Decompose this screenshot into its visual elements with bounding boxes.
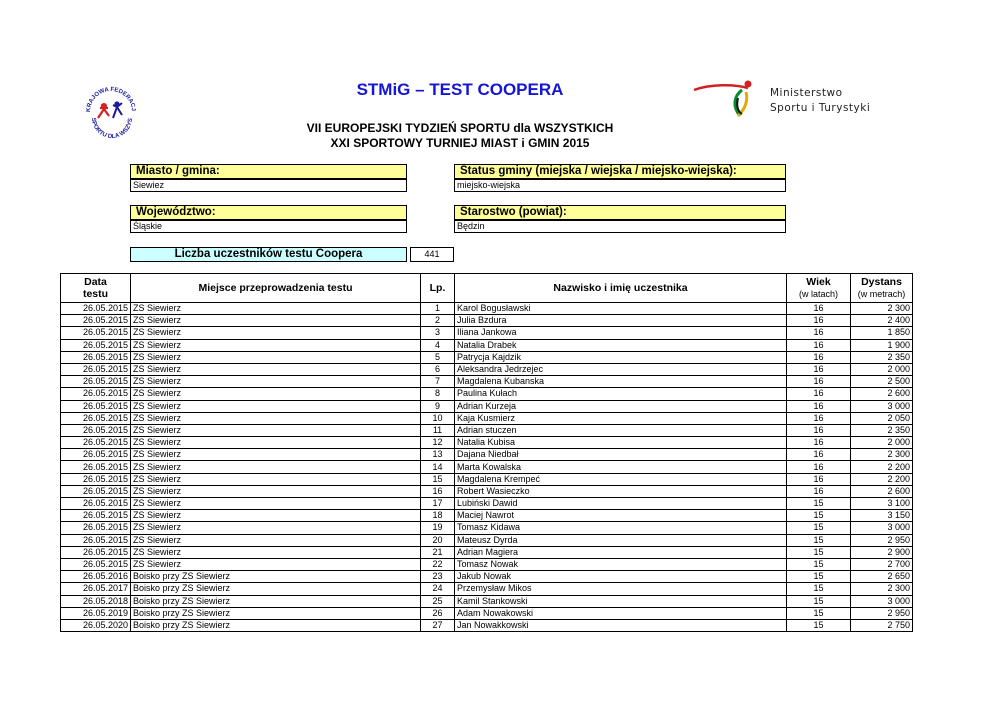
cell-age[interactable]: 16 xyxy=(787,449,851,461)
table-row xyxy=(61,424,913,436)
col-header-date: Data testu xyxy=(61,274,131,303)
cell-name[interactable]: Dajana Niedbał xyxy=(455,449,787,461)
table-row xyxy=(61,400,913,412)
ministry-line-2: Sportu i Turystyki xyxy=(770,102,871,114)
col-header-place: Miejsce przeprowadzenia testu xyxy=(131,274,421,303)
cell-age[interactable]: 15 xyxy=(787,619,851,631)
cell-distance[interactable]: 2 000 xyxy=(851,437,913,449)
table-row xyxy=(61,461,913,473)
cell-lp[interactable]: 13 xyxy=(421,449,455,461)
cell-distance[interactable]: 2 900 xyxy=(851,546,913,558)
cell-place[interactable]: ZS Siewierz xyxy=(131,546,421,558)
city-field[interactable]: Siewiez xyxy=(130,179,407,192)
cell-lp[interactable]: 12 xyxy=(421,437,455,449)
cell-date[interactable]: 26.05.2015 xyxy=(61,412,131,424)
cell-date[interactable]: 26.05.2015 xyxy=(61,498,131,510)
cell-lp[interactable]: 16 xyxy=(421,485,455,497)
subtitle-1: VII EUROPEJSKI TYDZIEŃ SPORTU dla WSZYSTKICH xyxy=(306,121,614,135)
cell-lp[interactable]: 25 xyxy=(421,595,455,607)
cell-date[interactable]: 26.05.2020 xyxy=(61,619,131,631)
cell-distance[interactable]: 3 000 xyxy=(851,522,913,534)
table-row xyxy=(61,558,913,570)
cell-distance[interactable]: 3 000 xyxy=(851,400,913,412)
subtitle-2: XXI SPORTOWY TURNIEJ MIAST i GMIN 2015 xyxy=(330,136,590,150)
cell-place[interactable]: Boisko przy ZS Siewierz xyxy=(131,571,421,583)
cell-distance[interactable]: 2 050 xyxy=(851,412,913,424)
cell-date[interactable]: 26.05.2015 xyxy=(61,339,131,351)
cell-place[interactable]: ZS Siewierz xyxy=(131,510,421,522)
cell-place[interactable]: ZS Siewierz xyxy=(131,534,421,546)
cell-place[interactable]: ZS Siewierz xyxy=(131,437,421,449)
cell-age[interactable]: 15 xyxy=(787,558,851,570)
cell-age[interactable]: 16 xyxy=(787,339,851,351)
cell-lp[interactable]: 8 xyxy=(421,388,455,400)
table-row xyxy=(61,485,913,497)
cell-age[interactable]: 16 xyxy=(787,424,851,436)
voivodeship-field[interactable]: Śląskie xyxy=(130,220,407,233)
voivodeship-label: Województwo: xyxy=(130,205,407,220)
cell-date[interactable]: 26.05.2015 xyxy=(61,546,131,558)
cell-date[interactable]: 26.05.2015 xyxy=(61,522,131,534)
table-row xyxy=(61,546,913,558)
table-row xyxy=(61,351,913,363)
cell-date[interactable]: 26.05.2015 xyxy=(61,315,131,327)
cell-lp[interactable]: 2 xyxy=(421,315,455,327)
cell-distance[interactable]: 2 300 xyxy=(851,583,913,595)
cell-name[interactable]: Magdalena Kubanska xyxy=(455,376,787,388)
cell-name[interactable]: Jan Nowakkowski xyxy=(455,619,787,631)
cell-name[interactable]: Natalia Kubisa xyxy=(455,437,787,449)
cell-lp[interactable]: 1 xyxy=(421,303,455,315)
cell-distance[interactable]: 2 500 xyxy=(851,376,913,388)
participants-count-field[interactable]: 441 xyxy=(410,247,454,262)
cell-age[interactable]: 15 xyxy=(787,546,851,558)
cell-name[interactable]: Jakub Nowak xyxy=(455,571,787,583)
county-label: Starostwo (powiat): xyxy=(454,205,786,220)
cell-date[interactable]: 26.05.2015 xyxy=(61,303,131,315)
cell-age[interactable]: 15 xyxy=(787,498,851,510)
cell-age[interactable]: 15 xyxy=(787,595,851,607)
cell-lp[interactable]: 18 xyxy=(421,510,455,522)
cell-distance[interactable]: 1 900 xyxy=(851,339,913,351)
cell-lp[interactable]: 9 xyxy=(421,400,455,412)
cell-distance[interactable]: 3 000 xyxy=(851,595,913,607)
cell-place[interactable]: Boisko przy ZS Siewierz xyxy=(131,595,421,607)
cell-lp[interactable]: 14 xyxy=(421,461,455,473)
cell-name[interactable]: Mateusz Dyrda xyxy=(455,534,787,546)
cell-date[interactable]: 26.05.2015 xyxy=(61,351,131,363)
cell-date[interactable]: 26.05.2015 xyxy=(61,363,131,375)
cell-age[interactable]: 16 xyxy=(787,437,851,449)
cell-name[interactable]: Marta Kowalska xyxy=(455,461,787,473)
cell-distance[interactable]: 3 100 xyxy=(851,498,913,510)
cell-name[interactable]: Tomasz Kidawa xyxy=(455,522,787,534)
cell-name[interactable]: Adrian Kurzeja xyxy=(455,400,787,412)
cell-date[interactable]: 26.05.2015 xyxy=(61,424,131,436)
cell-place[interactable]: ZS Siewierz xyxy=(131,363,421,375)
table-row xyxy=(61,583,913,595)
table-row xyxy=(61,327,913,339)
cell-age[interactable]: 16 xyxy=(787,473,851,485)
cell-name[interactable]: Paulina Kułach xyxy=(455,388,787,400)
table-row xyxy=(61,473,913,485)
cell-age[interactable]: 16 xyxy=(787,315,851,327)
cell-place[interactable]: ZS Siewierz xyxy=(131,412,421,424)
table-row xyxy=(61,534,913,546)
cell-age[interactable]: 15 xyxy=(787,571,851,583)
cell-date[interactable]: 26.05.2019 xyxy=(61,607,131,619)
col-header-name: Nazwisko i imię uczestnika xyxy=(455,274,787,303)
cell-date[interactable]: 26.05.2015 xyxy=(61,485,131,497)
cell-place[interactable]: ZS Siewierz xyxy=(131,327,421,339)
cell-age[interactable]: 16 xyxy=(787,376,851,388)
table-row xyxy=(61,412,913,424)
cell-name[interactable]: Przemysław Mikos xyxy=(455,583,787,595)
cell-distance[interactable]: 2 350 xyxy=(851,424,913,436)
cell-name[interactable]: Karol Bogusławski xyxy=(455,303,787,315)
cell-date[interactable]: 26.05.2015 xyxy=(61,327,131,339)
cell-lp[interactable]: 19 xyxy=(421,522,455,534)
cell-date[interactable]: 26.05.2015 xyxy=(61,400,131,412)
cell-name[interactable]: Patrycja Kajdzik xyxy=(455,351,787,363)
cell-place[interactable]: ZS Siewierz xyxy=(131,522,421,534)
table-row xyxy=(61,303,913,315)
cell-distance[interactable]: 1 850 xyxy=(851,327,913,339)
cell-place[interactable]: ZS Siewierz xyxy=(131,498,421,510)
status-label: Status gminy (miejska / wiejska / miejsko-wiejska): xyxy=(454,164,786,179)
cell-lp[interactable]: 6 xyxy=(421,363,455,375)
cell-distance[interactable]: 2 950 xyxy=(851,534,913,546)
cell-date[interactable]: 26.05.2016 xyxy=(61,571,131,583)
cell-lp[interactable]: 22 xyxy=(421,558,455,570)
cell-place[interactable]: ZS Siewierz xyxy=(131,315,421,327)
cell-name[interactable]: Natalia Drabek xyxy=(455,339,787,351)
cell-lp[interactable]: 15 xyxy=(421,473,455,485)
cell-name[interactable]: Adrian stuczen xyxy=(455,424,787,436)
cell-place[interactable]: ZS Siewierz xyxy=(131,461,421,473)
cell-age[interactable]: 15 xyxy=(787,583,851,595)
cell-age[interactable]: 15 xyxy=(787,522,851,534)
cell-age[interactable]: 16 xyxy=(787,303,851,315)
cell-date[interactable]: 26.05.2015 xyxy=(61,461,131,473)
cell-name[interactable]: Kamil Stankowski xyxy=(455,595,787,607)
cell-lp[interactable]: 5 xyxy=(421,351,455,363)
cell-date[interactable]: 26.05.2015 xyxy=(61,388,131,400)
cell-place[interactable]: ZS Siewierz xyxy=(131,339,421,351)
cell-age[interactable]: 16 xyxy=(787,461,851,473)
cell-age[interactable]: 16 xyxy=(787,485,851,497)
cell-name[interactable]: Adam Nowakowski xyxy=(455,607,787,619)
cell-lp[interactable]: 4 xyxy=(421,339,455,351)
table-header-row xyxy=(61,274,913,303)
cell-date[interactable]: 26.05.2018 xyxy=(61,595,131,607)
table-row xyxy=(61,607,913,619)
cell-place[interactable]: Boisko przy ZS Siewierz xyxy=(131,607,421,619)
cell-name[interactable]: Maciej Nawrot xyxy=(455,510,787,522)
cell-name[interactable]: Kaja Kusmierz xyxy=(455,412,787,424)
cell-place[interactable]: Boisko przy ZS Siewierz xyxy=(131,619,421,631)
cell-age[interactable]: 16 xyxy=(787,363,851,375)
table-row xyxy=(61,437,913,449)
cell-date[interactable]: 26.05.2017 xyxy=(61,583,131,595)
cell-distance[interactable]: 3 150 xyxy=(851,510,913,522)
table-row xyxy=(61,376,913,388)
table-row xyxy=(61,363,913,375)
svg-text:KRAJOWA FEDERACJA: KRAJOWA FEDERACJ xyxy=(85,86,137,113)
city-label: Miasto / gmina: xyxy=(130,164,407,179)
cell-name[interactable]: Julia Bzdura xyxy=(455,315,787,327)
cell-date[interactable]: 26.05.2015 xyxy=(61,449,131,461)
cell-name[interactable]: Magdalena Krempeć xyxy=(455,473,787,485)
cell-date[interactable]: 26.05.2015 xyxy=(61,437,131,449)
cell-lp[interactable]: 3 xyxy=(421,327,455,339)
status-field[interactable]: miejsko-wiejska xyxy=(454,179,786,192)
cell-age[interactable]: 16 xyxy=(787,400,851,412)
cell-lp[interactable]: 11 xyxy=(421,424,455,436)
cell-distance[interactable]: 2 600 xyxy=(851,388,913,400)
cell-name[interactable]: Aleksandra Jedrzejec xyxy=(455,363,787,375)
cell-date[interactable]: 26.05.2015 xyxy=(61,376,131,388)
cell-age[interactable]: 16 xyxy=(787,327,851,339)
cell-date[interactable]: 26.05.2015 xyxy=(61,534,131,546)
cell-distance[interactable]: 2 750 xyxy=(851,619,913,631)
cell-distance[interactable]: 2 700 xyxy=(851,558,913,570)
cell-age[interactable]: 16 xyxy=(787,388,851,400)
cell-distance[interactable]: 2 950 xyxy=(851,607,913,619)
cell-name[interactable]: Iliana Jankowa xyxy=(455,327,787,339)
cell-place[interactable]: ZS Siewierz xyxy=(131,400,421,412)
participants-label: Liczba uczestników testu Coopera xyxy=(130,247,407,262)
col-header-distance: Dystans (w metrach) xyxy=(851,274,913,303)
cell-distance[interactable]: 2 200 xyxy=(851,461,913,473)
page-title: STMiG – TEST COOPERA xyxy=(356,80,564,99)
cell-age[interactable]: 15 xyxy=(787,510,851,522)
cell-lp[interactable]: 21 xyxy=(421,546,455,558)
cell-distance[interactable]: 2 600 xyxy=(851,485,913,497)
table-row xyxy=(61,619,913,631)
cell-distance[interactable]: 2 200 xyxy=(851,473,913,485)
table-row xyxy=(61,522,913,534)
cell-place[interactable]: ZS Siewierz xyxy=(131,473,421,485)
cell-date[interactable]: 26.05.2015 xyxy=(61,473,131,485)
cell-lp[interactable]: 10 xyxy=(421,412,455,424)
cell-place[interactable]: ZS Siewierz xyxy=(131,376,421,388)
cell-lp[interactable]: 24 xyxy=(421,583,455,595)
cell-distance[interactable]: 2 300 xyxy=(851,303,913,315)
table-row xyxy=(61,571,913,583)
cell-lp[interactable]: 20 xyxy=(421,534,455,546)
cell-place[interactable]: ZS Siewierz xyxy=(131,449,421,461)
cell-distance[interactable]: 2 300 xyxy=(851,449,913,461)
cell-age[interactable]: 16 xyxy=(787,412,851,424)
col-header-lp: Lp. xyxy=(421,274,455,303)
cell-place[interactable]: ZS Siewierz xyxy=(131,558,421,570)
cell-lp[interactable]: 26 xyxy=(421,607,455,619)
cell-distance[interactable]: 2 650 xyxy=(851,571,913,583)
cell-age[interactable]: 15 xyxy=(787,534,851,546)
table-row xyxy=(61,315,913,327)
cell-date[interactable]: 26.05.2015 xyxy=(61,558,131,570)
cell-place[interactable]: ZS Siewierz xyxy=(131,485,421,497)
col-header-age: Wiek (w latach) xyxy=(787,274,851,303)
cell-place[interactable]: ZS Siewierz xyxy=(131,424,421,436)
table-row xyxy=(61,449,913,461)
cell-place[interactable]: ZS Siewierz xyxy=(131,388,421,400)
cell-place[interactable]: ZS Siewierz xyxy=(131,351,421,363)
cell-lp[interactable]: 27 xyxy=(421,619,455,631)
table-row xyxy=(61,388,913,400)
cell-distance[interactable]: 2 400 xyxy=(851,315,913,327)
cell-lp[interactable]: 17 xyxy=(421,498,455,510)
table-row xyxy=(61,339,913,351)
svg-text:SPORTU DLA WSZYSTKICH: SPORTU DLA WSZYS xyxy=(89,117,135,140)
cell-distance[interactable]: 2 350 xyxy=(851,351,913,363)
cell-place[interactable]: ZS Siewierz xyxy=(131,303,421,315)
ministry-line-1: Ministerstwo xyxy=(770,87,843,99)
participants-table xyxy=(60,273,913,632)
cell-name[interactable]: Tomasz Nowak xyxy=(455,558,787,570)
cell-name[interactable]: Lubiński Dawid xyxy=(455,498,787,510)
cell-date[interactable]: 26.05.2015 xyxy=(61,510,131,522)
cell-name[interactable]: Adrian Magiera xyxy=(455,546,787,558)
cell-lp[interactable]: 7 xyxy=(421,376,455,388)
cell-name[interactable]: Robert Wasieczko xyxy=(455,485,787,497)
cell-distance[interactable]: 2 000 xyxy=(851,363,913,375)
cell-age[interactable]: 15 xyxy=(787,607,851,619)
county-field[interactable]: Będzin xyxy=(454,220,786,233)
cell-age[interactable]: 16 xyxy=(787,351,851,363)
cell-lp[interactable]: 23 xyxy=(421,571,455,583)
cell-place[interactable]: Boisko przy ZS Siewierz xyxy=(131,583,421,595)
table-row xyxy=(61,498,913,510)
table-row xyxy=(61,510,913,522)
table-row xyxy=(61,595,913,607)
